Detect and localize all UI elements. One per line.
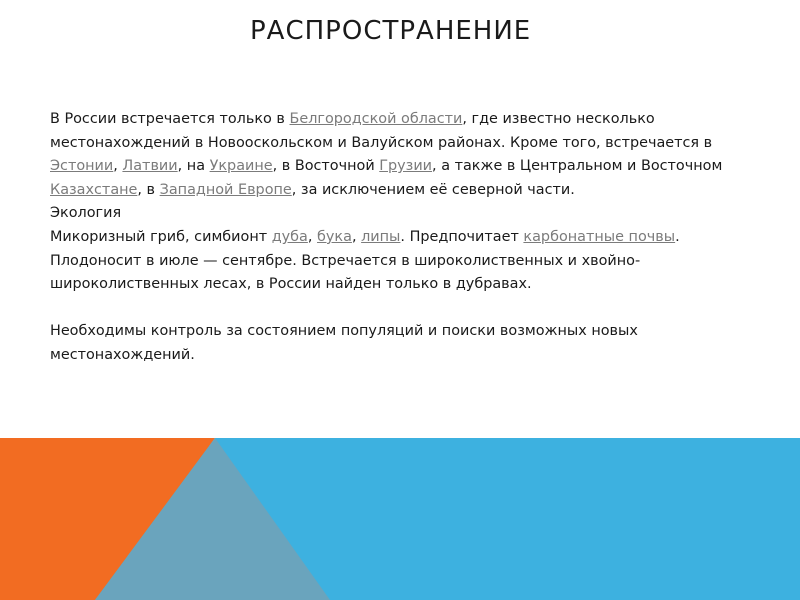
text-span: , (351, 228, 362, 245)
paragraph-gap (50, 297, 760, 321)
conservation-paragraph: Необходимы контроль за состоянием популяций и поиски возможных новых местонахождений. (50, 323, 638, 363)
text-span: , в (137, 181, 160, 198)
orange-triangle (0, 438, 215, 600)
link-carbonate-soils[interactable]: карбонатные почвы (523, 228, 676, 245)
link-belgorod[interactable]: Белгородской области (289, 111, 463, 127)
text-span: , а также в Центральном и Восточном (432, 158, 723, 175)
text-span: , за исключением её северной части. (291, 181, 575, 198)
distribution-paragraph (50, 108, 760, 202)
blue-band (95, 438, 800, 600)
link-latvia[interactable]: Латвии (122, 158, 178, 175)
link-kazakhstan[interactable]: Казахстане (50, 181, 138, 198)
link-beech[interactable]: бука (317, 228, 352, 245)
text-span: , на (177, 158, 210, 175)
text-span: В России встречается только в (50, 111, 290, 127)
link-georgia[interactable]: Грузии (379, 158, 433, 175)
page-title: РАСПРОСТРАНЕНИЕ (250, 16, 532, 46)
text-span: , в Восточной (272, 158, 380, 175)
link-oak[interactable]: дуба (271, 228, 308, 245)
text-span: . Плодоносит в июле — сентябре. Встречается в широколиственных и хвойно-широколиственных лесах, в России найден только в дубравах. (50, 228, 680, 293)
ecology-heading: Экология (50, 205, 122, 222)
body-text (50, 108, 760, 368)
text-span: , где известно несколько местонахождений в Новооскольском и Валуйском районах. Кроме того, встречается в (50, 111, 713, 151)
link-ukraine[interactable]: Украине (209, 158, 273, 175)
text-span: . Предпочитает (400, 228, 524, 245)
link-estonia[interactable]: Эстонии (50, 158, 114, 175)
text-span: , (307, 228, 318, 245)
ecology-paragraph (50, 226, 760, 297)
text-span: Микоризный гриб, симбионт (50, 228, 272, 245)
overlap-triangle (95, 438, 330, 600)
link-western-europe[interactable]: Западной Европе (159, 181, 292, 198)
text-span: , (113, 158, 123, 175)
link-linden[interactable]: липы (361, 228, 401, 245)
